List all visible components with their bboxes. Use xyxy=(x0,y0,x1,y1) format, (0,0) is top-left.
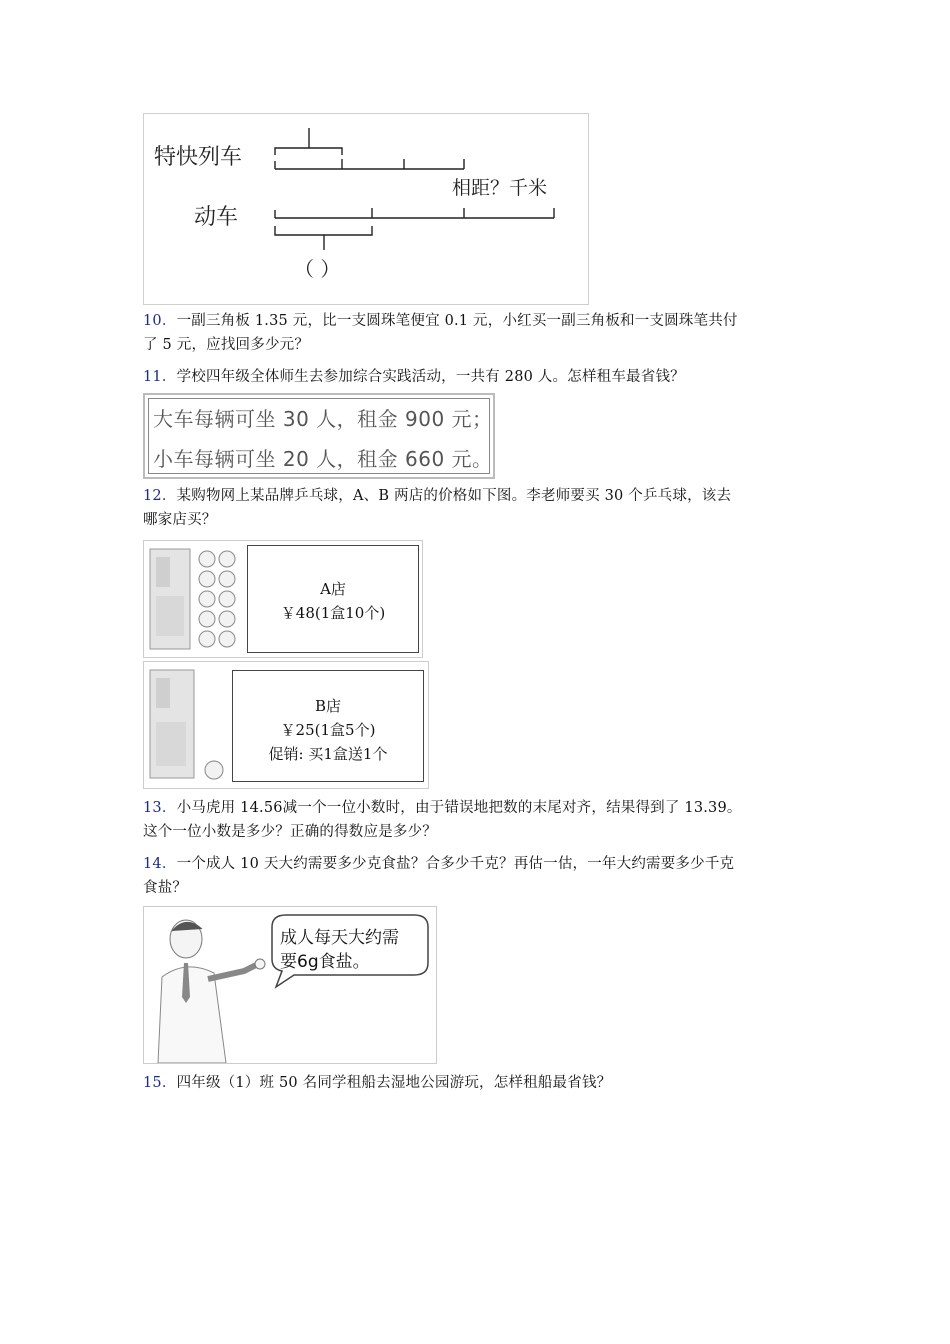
question-10 xyxy=(143,309,813,357)
train-diagram-figure xyxy=(143,113,589,305)
shop-b-promo: 促销: 买1盒送1个 xyxy=(268,745,388,763)
rental-price-figure xyxy=(143,393,495,479)
question-number: 14． xyxy=(143,856,177,872)
shop-a-price: ￥48(1盒10个) xyxy=(280,604,386,622)
shop-a-name: A店 xyxy=(320,580,346,598)
train-diagram-svg xyxy=(144,114,588,304)
express-line xyxy=(275,128,464,169)
label-blank-bracket: （ ） xyxy=(294,257,341,281)
question-number: 15． xyxy=(143,1075,177,1091)
question-text-line2: 哪家店买？ xyxy=(143,512,217,528)
ping-pong-box-image xyxy=(144,541,244,657)
question-number: 11． xyxy=(143,369,177,385)
label-distance: 相距？千米 xyxy=(452,177,548,199)
question-text: 学校四年级全体师生去参加综合实践活动，一共有 280 人。怎样租车最省钱？ xyxy=(176,369,685,385)
question-14 xyxy=(143,852,813,900)
question-text-line2: 这个一位小数是多少？正确的得数应是多少？ xyxy=(143,824,437,840)
rental-line-small-car: 小车每辆可坐 20 人，租金 660 元。 xyxy=(153,447,493,471)
shop-b-price: ￥25(1盒5个) xyxy=(280,721,376,739)
shop-b-price-card xyxy=(232,670,424,782)
question-text-line1: 一个成人 10 天大约需要多少克食盐？合多少千克？再估一估，一年大约需要多少千克 xyxy=(176,856,735,872)
question-13 xyxy=(143,796,813,844)
shop-b-name: B店 xyxy=(314,697,342,715)
bubble-text-line1: 成人每天大约需 xyxy=(280,928,399,948)
question-text-line2: 了 5 元，应找回多少元？ xyxy=(143,337,310,353)
question-text-line1: 一副三角板 1.35 元，比一支圆珠笔便宜 0.1 元，小红买一副三角板和一支圆珠笔共付 xyxy=(176,313,738,329)
question-text-line2: 食盐？ xyxy=(143,880,188,896)
shop-b-figure xyxy=(143,661,429,789)
question-11 xyxy=(143,365,813,389)
shop-a-price-card xyxy=(247,545,419,653)
ping-pong-box-image xyxy=(144,662,234,788)
doctor-figure xyxy=(143,906,437,1064)
question-number: 10． xyxy=(143,313,177,329)
question-number: 13． xyxy=(143,800,177,816)
question-15 xyxy=(143,1071,813,1095)
question-text: 四年级（1）班 50 名同学租船去湿地公园游玩，怎样租船最省钱？ xyxy=(176,1075,612,1091)
question-text-line1: 某购物网上某品牌乒乓球，A、B 两店的价格如下图。李老师要买 30 个乒乓球，该去 xyxy=(176,488,732,504)
question-number: 12． xyxy=(143,488,177,504)
bubble-text-line2: 要6g食盐。 xyxy=(280,952,370,972)
question-12 xyxy=(143,484,813,532)
rental-line-big-car: 大车每辆可坐 30 人，租金 900 元； xyxy=(153,407,493,431)
label-bullet-train: 动车 xyxy=(194,205,239,230)
label-express-train: 特快列车 xyxy=(154,145,243,170)
question-text-line1: 小马虎用 14.56减一个一位小数时，由于错误地把数的末尾对齐，结果得到了 13.39。 xyxy=(176,800,742,816)
shop-a-figure xyxy=(143,540,423,658)
bullet-line xyxy=(275,208,554,250)
